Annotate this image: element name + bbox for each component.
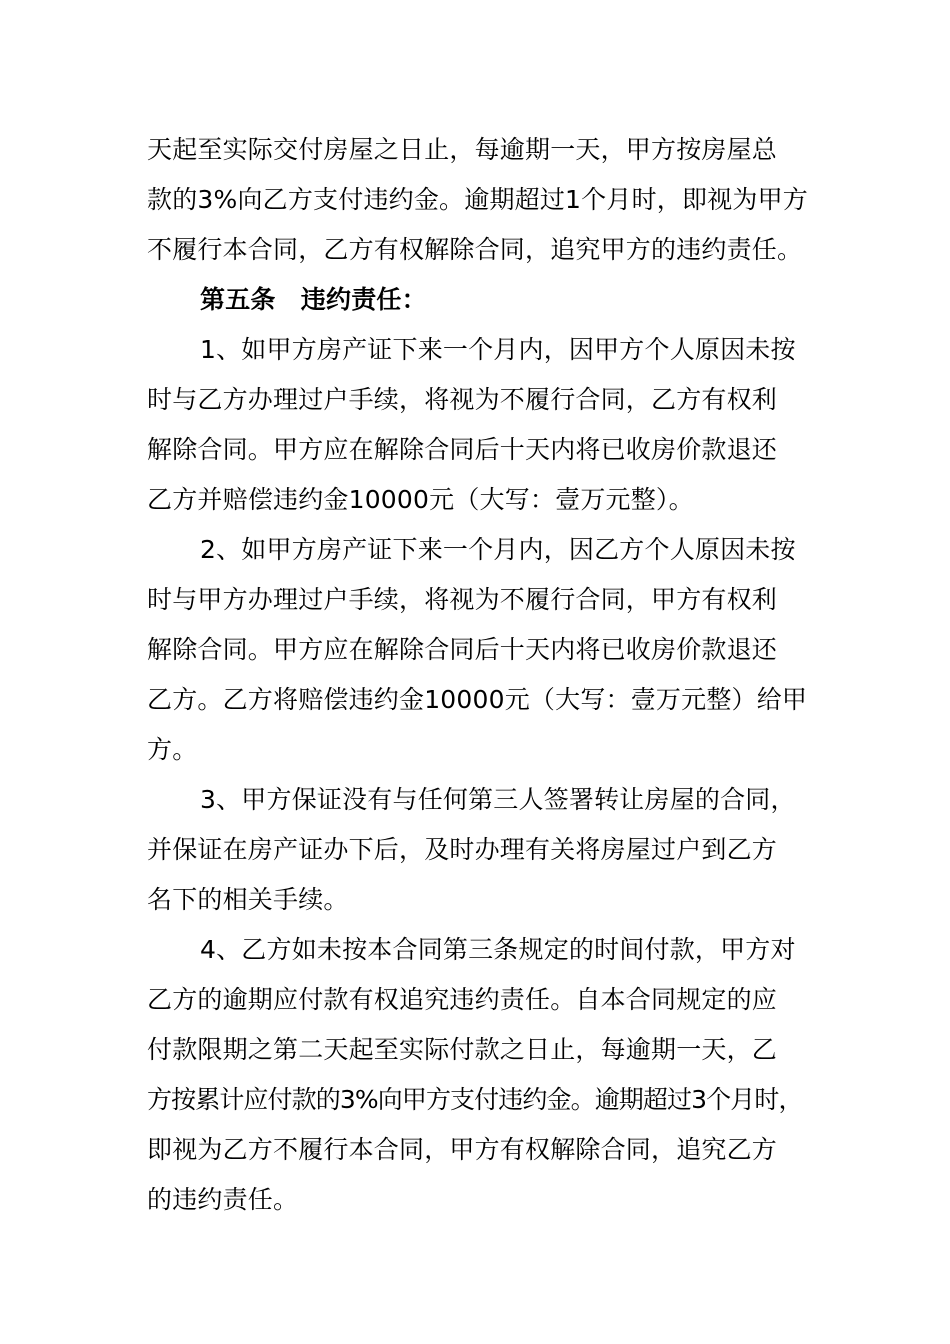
text-line: 名下的相关手续。 [147,885,349,914]
text-line: 的违约责任。 [147,1185,299,1214]
text-line: 天起至实际交付房屋之日止，每逾期一天，甲方按房屋总 [147,135,778,164]
text-line: 时与甲方办理过户手续，将视为不履行合同，甲方有权利 [147,585,778,614]
text-line: 并保证在房产证办下后，及时办理有关将房屋过户到乙方 [147,835,778,864]
text-line: 即视为乙方不履行本合同，甲方有权解除合同，追究乙方 [147,1135,778,1164]
text-line: 4、乙方如未按本合同第三条规定的时间付款，甲方对 [200,935,796,964]
text-line: 解除合同。甲方应在解除合同后十天内将已收房价款退还 [147,435,778,464]
text-line: 乙方并赔偿违约金10000元（大写：壹万元整）。 [147,485,694,514]
text-line: 付款限期之第二天起至实际付款之日止，每逾期一天，乙 [147,1035,778,1064]
text-line: 不履行本合同，乙方有权解除合同，追究甲方的违约责任。 [147,235,803,264]
text-line: 解除合同。甲方应在解除合同后十天内将已收房价款退还 [147,635,778,664]
text-line: 乙方的逾期应付款有权追究违约责任。自本合同规定的应 [147,985,778,1014]
text-line: 方按累计应付款的3%向甲方支付违约金。逾期超过3个月时， [147,1085,803,1114]
text-line: 3、甲方保证没有与任何第三人签署转让房屋的合同， [200,785,796,814]
text-line: 2、如甲方房产证下来一个月内，因乙方个人原因未按 [200,535,796,564]
text-line: 方。 [147,735,198,764]
text-line: 1、如甲方房产证下来一个月内，因甲方个人原因未按 [200,335,796,364]
text-line: 款的3%向乙方支付违约金。逾期超过1个月时，即视为甲方 [147,185,808,214]
section-heading: 第五条 违约责任： [200,285,427,314]
text-line: 乙方。乙方将赔偿违约金10000元（大写：壹万元整）给甲 [147,685,808,714]
text-line: 时与乙方办理过户手续，将视为不履行合同，乙方有权利 [147,385,778,414]
